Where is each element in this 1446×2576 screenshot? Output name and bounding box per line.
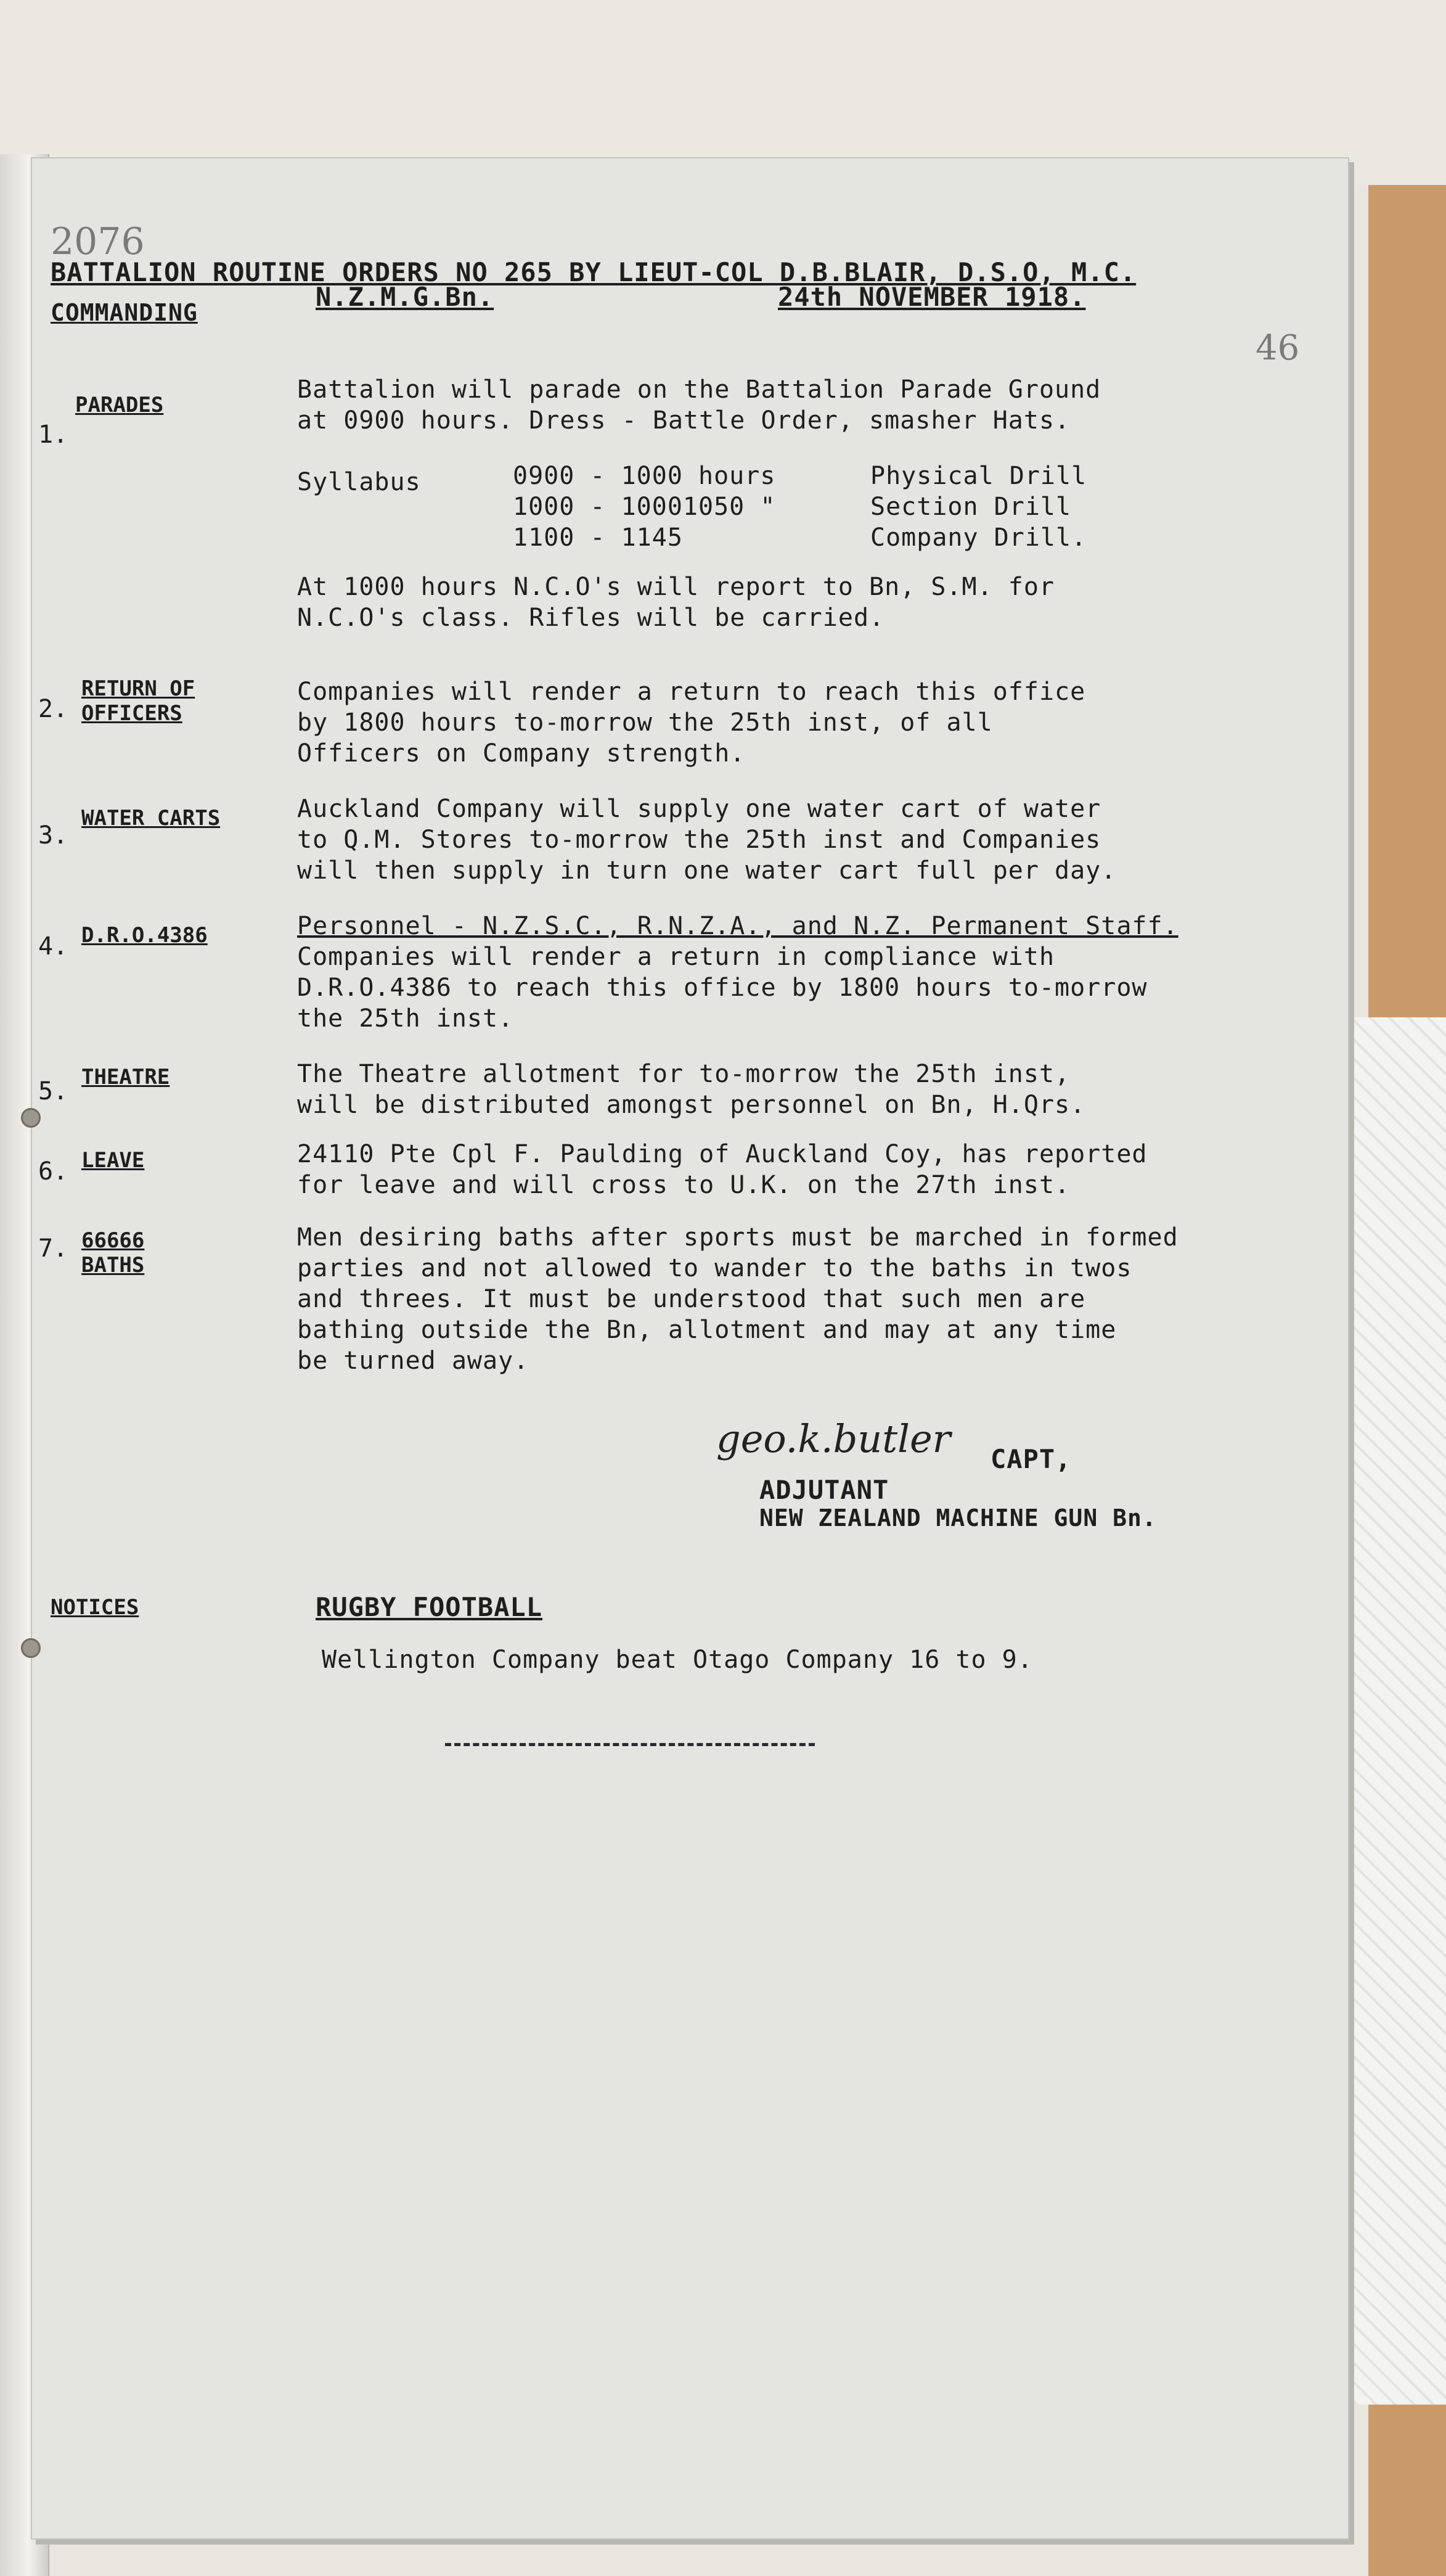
syllabus-time: 0900 - 1000 hours	[513, 462, 776, 490]
section-label: WATER CARTS	[81, 806, 221, 831]
section-text-line: to Q.M. Stores to-morrow the 25th inst and Companies	[297, 826, 1101, 854]
unit-name: N.Z.M.G.Bn.	[316, 282, 494, 312]
section-text-line: Men desiring baths after sports must be marched in formed	[297, 1223, 1178, 1252]
section-text-line: will then supply in turn one water cart full per day.	[297, 856, 1117, 885]
binder-hole	[21, 1638, 41, 1658]
signature-unit: NEW ZEALAND MACHINE GUN Bn.	[759, 1504, 1157, 1532]
section-subject: Personnel - N.Z.S.C., R.N.Z.A., and N.Z. Permanent Staff.	[297, 912, 1178, 940]
section-text-line: be turned away.	[297, 1347, 529, 1375]
section-label: OFFICERS	[81, 701, 182, 726]
section-text-line: Auckland Company will supply one water cart of water	[297, 795, 1101, 823]
section-text-line: Officers on Company strength.	[297, 739, 746, 768]
folio-number: 46	[1256, 328, 1300, 368]
section-text-line: at 0900 hours. Dress - Battle Order, smasher Hats.	[297, 406, 1071, 435]
handwritten-signature: geo.k.butler	[716, 1416, 951, 1461]
notices-text: Wellington Company beat Otago Company 16 to 9.	[322, 1646, 1033, 1674]
section-number: 4.	[38, 932, 68, 961]
notices-title: RUGBY FOOTBALL	[316, 1592, 543, 1622]
signature-role: ADJUTANT	[759, 1475, 889, 1505]
section-label: PARADES	[75, 393, 164, 417]
section-number: 3.	[38, 821, 68, 850]
closing-dash-line	[445, 1743, 815, 1746]
section-number: 2.	[38, 695, 68, 723]
section-text-line: for leave and will cross to U.K. on the 27th inst.	[297, 1171, 1071, 1199]
section-number: 5.	[38, 1077, 68, 1105]
section-text-line: bathing outside the Bn, allotment and may at any time	[297, 1316, 1117, 1344]
syllabus-subject: Company Drill.	[870, 523, 1087, 552]
section-label: BATHS	[81, 1253, 145, 1278]
section-label: THEATRE	[81, 1065, 170, 1089]
commanding-label: COMMANDING	[51, 299, 198, 326]
section-number: 1.	[38, 420, 68, 449]
syllabus-note-line: N.C.O's class. Rifles will be carried.	[297, 604, 885, 632]
section-text-line: Companies will render a return in compliance with	[297, 943, 1055, 971]
order-date: 24th NOVEMBER 1918.	[778, 282, 1086, 312]
section-number: 6.	[38, 1157, 68, 1186]
binder-hole	[21, 1108, 41, 1128]
section-text-line: D.R.O.4386 to reach this office by 1800 hours to-morrow	[297, 974, 1148, 1002]
section-number: 7.	[38, 1234, 68, 1263]
section-text-line: 24110 Pte Cpl F. Paulding of Auckland Coy, has reported	[297, 1140, 1148, 1168]
syllabus-time: 1000 - 10001050 "	[513, 493, 776, 521]
syllabus-subject: Section Drill	[870, 493, 1072, 521]
syllabus-subject: Physical Drill	[870, 462, 1087, 490]
syllabus-time: 1100 - 1145	[513, 523, 683, 552]
section-label: RETURN OF	[81, 676, 195, 701]
section-text-line: by 1800 hours to-morrow the 25th inst, of all	[297, 708, 993, 737]
order-title: BATTALION ROUTINE ORDERS NO 265 BY LIEUT-COL D.B.BLAIR, D.S.O, M.C.	[51, 257, 1137, 287]
section-label: LEAVE	[81, 1148, 145, 1173]
syllabus-note-line: At 1000 hours N.C.O's will report to Bn, S.M. for	[297, 573, 1055, 601]
section-text-line: the 25th inst.	[297, 1004, 514, 1033]
plastic-sleeve	[1338, 1017, 1446, 2405]
section-text-line: and threes. It must be understood that such men are	[297, 1285, 1086, 1313]
section-text-line: will be distributed amongst personnel on Bn, H.Qrs.	[297, 1091, 1086, 1119]
section-label: 66666	[81, 1228, 145, 1253]
section-text-line: Battalion will parade on the Battalion Parade Ground	[297, 375, 1101, 404]
syllabus-label: Syllabus	[297, 468, 421, 496]
section-text-line: parties and not allowed to wander to the baths in twos	[297, 1254, 1132, 1282]
document-page	[31, 157, 1349, 2540]
section-label: D.R.O.4386	[81, 923, 208, 948]
section-text-line: Companies will render a return to reach this office	[297, 678, 1086, 706]
pencil-reference: 2076	[51, 220, 145, 263]
section-text-line: The Theatre allotment for to-morrow the 25th inst,	[297, 1060, 1071, 1088]
signature-rank: CAPT,	[991, 1444, 1072, 1474]
notices-label: NOTICES	[51, 1595, 139, 1620]
